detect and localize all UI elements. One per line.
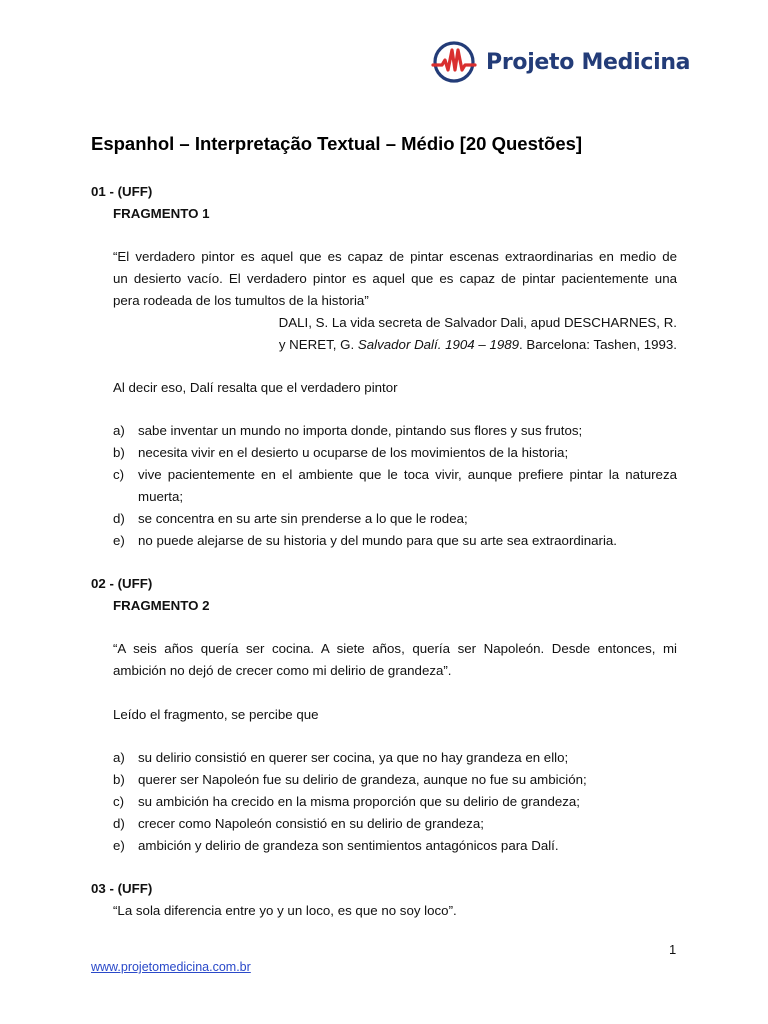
brand-logo	[431, 40, 690, 84]
quote-line: ambición no dejó de crecer como mi delirio de grandeza”.	[113, 663, 452, 678]
option-text: necesita vivir en el desierto u ocuparse de los movimientos de la historia;	[138, 445, 569, 460]
fragment-label: FRAGMENTO 2	[113, 598, 210, 613]
option-text: su ambición ha crecido en la misma proporción que su delirio de grandeza;	[138, 794, 580, 809]
option-text: su delirio consistió en querer ser cocina, ya que no hay grandeza en ello;	[138, 750, 569, 765]
quote-line: “A seis años quería ser cocina. A siete años, quería ser Napoleón. Desde entonces, mi	[113, 641, 677, 656]
citation-publisher: . Barcelona: Tashen, 1993.	[519, 337, 677, 352]
quote-line: un desierto vacío. El verdadero pintor es aquel que es capaz de pintar pacientemente una	[113, 271, 677, 286]
option-text: crecer como Napoleón consistió en su delirio de grandeza;	[138, 816, 484, 831]
brand-name: Projeto Medicina	[486, 49, 691, 75]
option-letter: e)	[113, 838, 125, 853]
option-letter: c)	[113, 794, 125, 809]
heartbeat-m-logo-icon	[431, 39, 477, 85]
option-text: ambición y delirio de grandeza son sentimientos antagónicos para Dalí.	[138, 838, 559, 853]
option-text: se concentra en su arte sin prenderse a lo que le rodea;	[138, 511, 468, 526]
option-letter: b)	[113, 445, 125, 460]
page-number: 1	[669, 942, 677, 957]
option-text: no puede alejarse de su historia y del mundo para que su arte sea extraordinaria.	[138, 533, 617, 548]
option-letter: d)	[113, 816, 125, 831]
option-text: vive pacientemente en el ambiente que le toca vivir, aunque prefiere pintar la natureza	[138, 467, 677, 482]
question-number: 01 - (UFF)	[91, 184, 153, 199]
option-letter: e)	[113, 533, 125, 548]
option-letter: d)	[113, 511, 125, 526]
option-letter: a)	[113, 750, 125, 765]
citation-authors: y NERET, G.	[278, 337, 358, 352]
quote-line: “El verdadero pintor es aquel que es capaz de pintar escenas extraordinarias en medio de	[113, 249, 677, 264]
option-text: querer ser Napoleón fue su delirio de grandeza, aunque no fue su ambición;	[138, 772, 587, 787]
option-text: muerta;	[138, 489, 184, 504]
option-letter: a)	[113, 423, 125, 438]
option-letter: c)	[113, 467, 125, 482]
option-letter: b)	[113, 772, 125, 787]
footer-website-link[interactable]: www.projetomedicina.com.br	[91, 960, 251, 974]
citation-book-title: Salvador Dalí. 1904 – 1989	[357, 337, 520, 352]
citation-line	[279, 334, 677, 356]
option-text: sabe inventar un mundo no importa donde, pintando sus flores y sus frutos;	[138, 423, 583, 438]
question-prompt: Leído el fragmento, se percibe que	[113, 707, 319, 722]
fragment-label: FRAGMENTO 1	[113, 206, 210, 221]
question-number: 03 - (UFF)	[91, 881, 153, 896]
question-number: 02 - (UFF)	[91, 576, 153, 591]
document-title: Espanhol – Interpretação Textual – Médio [20 Questões]	[91, 133, 583, 154]
quote-line: pera rodeada de los tumultos de la historia”	[113, 293, 369, 308]
question-prompt: Al decir eso, Dalí resalta que el verdadero pintor	[113, 380, 398, 395]
quote-line: “La sola diferencia entre yo y un loco, es que no soy loco”.	[113, 903, 457, 918]
citation-line: DALI, S. La vida secreta de Salvador Dali, apud DESCHARNES, R.	[278, 315, 677, 330]
